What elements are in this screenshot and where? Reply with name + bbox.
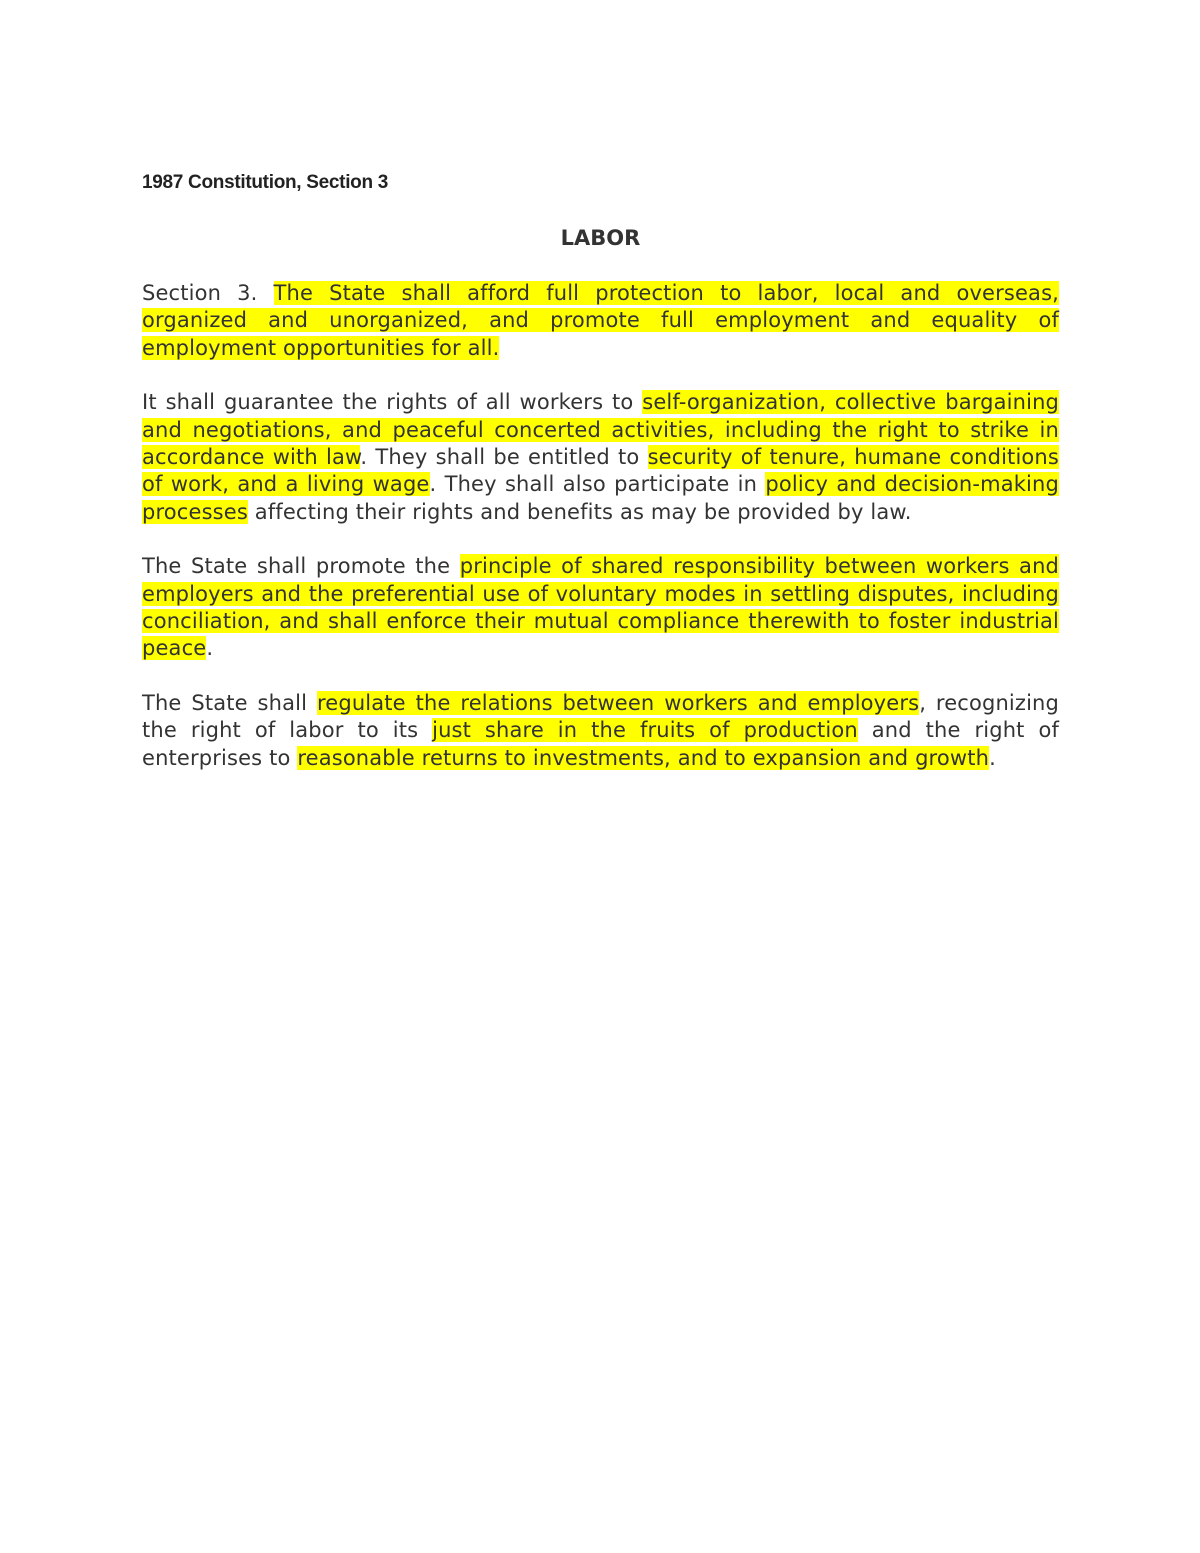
- paragraph-text: .: [989, 745, 996, 770]
- highlighted-text: reasonable returns to investments, and to expansion and growth: [297, 745, 990, 770]
- paragraph-text: . They shall be entitled to: [360, 445, 648, 470]
- paragraph-text: It shall guarantee the rights of all workers to: [142, 390, 643, 415]
- paragraph: [142, 280, 1059, 362]
- document-title: LABOR: [560, 226, 641, 250]
- paragraph: [142, 389, 1059, 526]
- document-body: [142, 280, 1059, 799]
- paragraph-text: The State shall: [142, 690, 317, 715]
- highlighted-text: security of tenure, humane conditions of work, and a living wage: [142, 445, 1059, 497]
- paragraph-text: The State shall promote the: [142, 554, 460, 579]
- paragraph-text: Section 3.: [142, 281, 274, 305]
- highlighted-text: principle of shared responsibility between workers and employers and the preferential use of voluntary modes in settling disputes, including conciliation, and shall enforce their mutual compliance therewith to foster industrial peace: [142, 554, 1060, 661]
- paragraph-text: . They shall also participate in: [429, 472, 766, 497]
- highlighted-text: regulate the relations between workers and employers: [316, 690, 920, 715]
- paragraph-text: affecting their rights and benefits as may be provided by law.: [247, 499, 912, 524]
- highlighted-text: policy and decision-making processes: [142, 472, 1059, 524]
- paragraph: [142, 690, 1059, 772]
- highlighted-text: self-organization, collective bargaining and negotiations, and peaceful concerted activities, including the right to strike in accordance with law: [142, 390, 1060, 470]
- paragraph-text: , recognizing the right of labor to its: [142, 690, 1059, 743]
- paragraph: [142, 553, 1059, 663]
- highlighted-text: The State shall afford full protection to labor, local and overseas, organized and unorganized, and promote full employment and equality of employment opportunities for all.: [142, 281, 1059, 360]
- paragraph-text: and the right of enterprises to: [142, 718, 1059, 770]
- document-heading: 1987 Constitution, Section 3: [142, 172, 389, 193]
- paragraph-text: .: [206, 636, 214, 661]
- highlighted-text: just share in the fruits of production: [432, 718, 858, 743]
